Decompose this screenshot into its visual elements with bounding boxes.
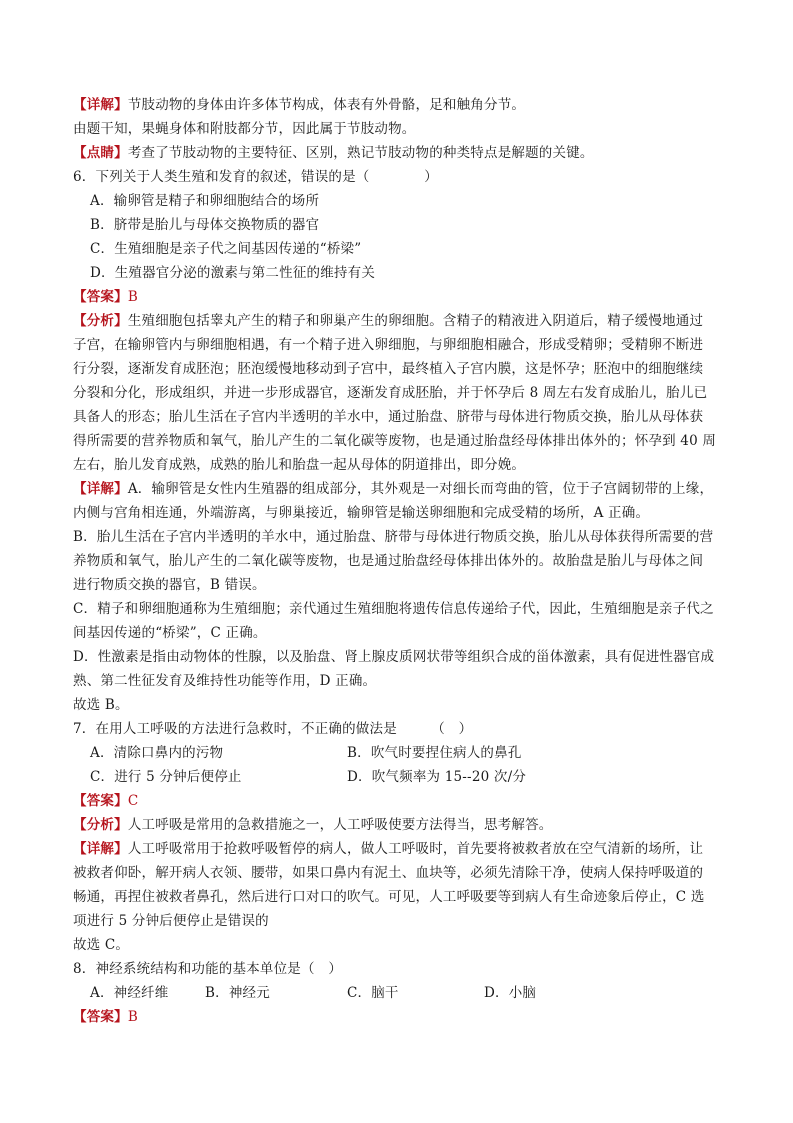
detail-tag: 【详解】	[73, 97, 128, 113]
q7-detail-line: 畅通，再捏住被救者鼻孔，然后进行口对口的吹气。可见，人工呼吸要等到病人有生命迹象后停止，C 选	[73, 889, 705, 905]
q8-option-b: B．神经元	[205, 985, 270, 1001]
q6-detail-line: 熟、第二性征发育及维持性功能等作用，D 正确。	[73, 673, 377, 689]
document-content	[73, 93, 728, 1029]
q7-conclusion: 故选 C。	[73, 937, 130, 953]
q6-detail-line: 【详解】A．输卵管是女性内生殖器的组成部分，其外观是一对细长而弯曲的管，位于子宫阔韧带的上缘，	[73, 481, 714, 497]
q6-analysis-line: 行分裂，逐渐发育成胚泡；胚泡缓慢地移动到子宫中，最终植入子宫内膜，这是怀孕；胚泡中的细胞继续	[73, 361, 704, 377]
comment-line: 【点睛】考查了节肢动物的主要特征、区别，熟记节肢动物的种类特点是解题的关键。	[73, 145, 594, 161]
q6-detail-line: D．性激素是指由动物体的性腺，以及胎盘、肾上腺皮质网状带等组织合成的甾体激素，具有促进性器官成	[73, 649, 715, 665]
q6-answer	[73, 285, 728, 309]
q6-conclusion: 故选 B。	[73, 697, 129, 713]
q7-option-c: C．进行 5 分钟后便停止	[90, 769, 242, 785]
q6-analysis-line: 分裂和分化，形成组织，并进一步形成器官，逐渐发育成胚胎，并于怀孕后 8 周左右发育成胎儿，胎儿已	[73, 385, 708, 401]
comment-tag: 【点睛】	[73, 145, 128, 161]
q8-answer	[73, 1005, 728, 1029]
detail-tag: 【详解】	[73, 481, 128, 497]
analysis-tag: 【分析】	[73, 817, 128, 833]
q7-option-d: D．吹气频率为 15--20 次/分	[347, 769, 527, 785]
q8-options-row	[73, 981, 728, 1005]
question-8-stem: 8．神经系统结构和功能的基本单位是（ ）	[73, 961, 343, 977]
q7-detail-line: 项进行 5 分钟后便停止是错误的	[73, 913, 269, 929]
q7-option-a: A．清除口鼻内的污物	[90, 745, 224, 761]
q6-analysis-line: 左右，胎儿发育成熟，成熟的胎儿和胎盘一起从母体的阴道排出，即分娩。	[73, 457, 526, 473]
q6-detail-line: 内侧与宫角相连通，外端游离，与卵巢接近，输卵管是输送卵细胞和完成受精的场所，A 正确。	[73, 505, 650, 521]
q6-detail-line: 进行物质交换的器官，B 错误。	[73, 577, 266, 593]
question-6-stem: 6．下列关于人类生殖和发育的叙述，错误的是（ ）	[73, 169, 438, 185]
q6-option-d: D．生殖器官分泌的激素与第二性征的维持有关	[90, 265, 376, 281]
analysis-tag: 【分析】	[73, 313, 128, 329]
q7-options-row	[73, 765, 728, 789]
q6-detail-line: C．精子和卵细胞通称为生殖细胞；亲代通过生殖细胞将遗传信息传递给子代，因此，生殖细胞是亲子代之	[73, 601, 714, 617]
text-line: 由题干知，果蝇身体和附肢都分节，因此属于节肢动物。	[73, 121, 416, 137]
q7-option-b: B．吹气时要捏住病人的鼻孔	[347, 745, 522, 761]
q7-detail-line: 被救者仰卧，解开病人衣领、腰带，如果口鼻内有泥土、血块等，必须先清除干净，使病人保持呼吸道的	[73, 865, 704, 881]
detail-tag: 【详解】	[73, 841, 128, 857]
answer-tag: 【答案】	[73, 1009, 128, 1025]
q6-analysis-line: 得所需要的营养物质和氧气，胎儿产生的二氧化碳等废物，也是通过胎盘经母体排出体外的；怀孕到 40 周	[73, 433, 717, 449]
q6-option-c: C．生殖细胞是亲子代之间基因传递的“桥梁”	[90, 241, 362, 257]
q8-option-c: C．脑干	[347, 985, 399, 1001]
question-7-stem: 7．在用人工呼吸的方法进行急救时，不正确的做法是 （ ）	[73, 721, 473, 737]
q7-options-row	[73, 741, 728, 765]
answer-tag: 【答案】	[73, 793, 128, 809]
q6-detail-line: 间基因传递的“桥梁”，C 正确。	[73, 625, 267, 641]
q8-option-d: D．小脑	[484, 985, 537, 1001]
q6-analysis-line: 【分析】生殖细胞包括睾丸产生的精子和卵巢产生的卵细胞。含精子的精液进入阴道后，精子缓慢地通过	[73, 313, 704, 329]
q7-detail-line: 【详解】人工呼吸常用于抢救呼吸暂停的病人，做人工呼吸时，首先要将被救者放在空气清新的场所，让	[73, 841, 704, 857]
answer-tag: 【答案】	[73, 289, 128, 305]
q7-answer	[73, 789, 728, 813]
q6-detail-line: B．胎儿生活在子宫内半透明的羊水中，通过胎盘、脐带与母体进行物质交换，胎儿从母体获得所需要的营	[73, 529, 714, 545]
q6-option-b: B．脐带是胎儿与母体交换物质的器官	[90, 217, 320, 233]
q6-analysis-line: 子宫，在输卵管内与卵细胞相遇，有一个精子进入卵细胞，与卵细胞相融合，形成受精卵；受精卵不断进	[73, 337, 704, 353]
answer-value: B	[127, 1009, 138, 1025]
q6-option-a: A．输卵管是精子和卵细胞结合的场所	[90, 193, 320, 209]
answer-value: B	[127, 289, 138, 305]
q7-analysis-line: 【分析】人工呼吸是常用的急救措施之一，人工呼吸使要方法得当，思考解答。	[73, 817, 553, 833]
q6-analysis-line: 具备人的形态；胎儿生活在子宫内半透明的羊水中，通过胎盘、脐带与母体进行物质交换，胎儿从母体获	[73, 409, 704, 425]
answer-value: C	[127, 793, 139, 809]
q6-detail-line: 养物质和氧气，胎儿产生的二氧化碳等废物，也是通过胎盘经母体排出体外的。故胎盘是胎儿与母体之间	[73, 553, 704, 569]
detail-line: 【详解】节肢动物的身体由许多体节构成，体表有外骨骼，足和触角分节。	[73, 97, 526, 113]
q8-option-a: A．神经纤维	[90, 985, 169, 1001]
